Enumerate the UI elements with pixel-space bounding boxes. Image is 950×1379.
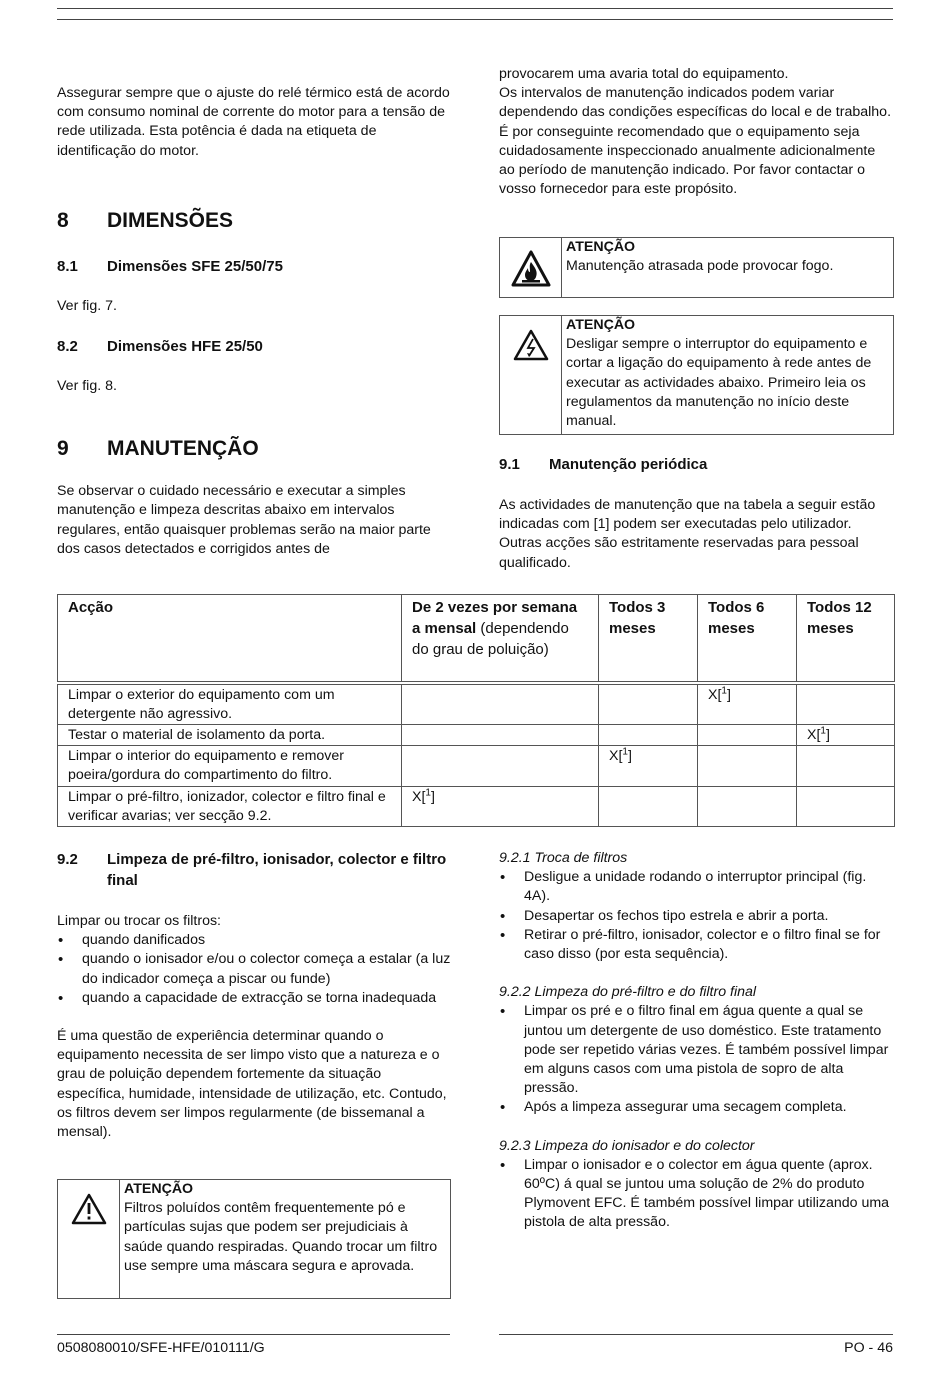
action-cell: Limpar o pré-filtro, ionizador, colector e filtro final e verificar avarias; ver secção 9.2.: [58, 786, 402, 826]
list-item: • quando danificados: [57, 931, 452, 950]
list-item: • Desligue a unidade rodando o interruptor principal (fig. 4A).: [499, 868, 893, 906]
user-task-mark: X[: [412, 788, 426, 805]
interval-cell: [797, 746, 895, 786]
mark-footnote: 1: [721, 684, 727, 696]
column-header-3-months: Todos 3 meses: [599, 595, 698, 683]
section-number: 9: [57, 437, 69, 461]
interval-cell: [698, 683, 797, 725]
interval-cell: [797, 786, 895, 826]
section-9-2-2-heading: 9.2.2 Limpeza do pré-filtro e do filtro final: [499, 984, 757, 1001]
section-8-1-heading: [57, 256, 452, 277]
document-id: 0508080010/SFE-HFE/010111/G: [57, 1340, 265, 1356]
interval-cell: [698, 786, 797, 826]
section-9-text: Se observar o cuidado necessário e executar a simples manutenção e limpeza descritas abaixo em intervalos regulares, então quaisquer problemas serão na maior parte dos casos detectados e corrigidos antes de: [57, 483, 431, 557]
section-9-2-heading: [57, 849, 452, 891]
mark-end: ]: [627, 748, 632, 765]
warning-text: Filtros poluídos contêm frequentemente pó e partículas sujas que podem ser prejudiciais à saúde quando respiradas. Quando trocar um filtro use sempre uma máscara segura e aprovada.: [124, 1200, 438, 1274]
interval-cell: [402, 683, 599, 725]
user-task-mark: X[: [609, 748, 623, 765]
electric-hazard-icon: [500, 316, 562, 434]
left-column: [57, 84, 452, 559]
mark-end: ]: [825, 726, 830, 743]
section-title: Dimensões HFE 25/50: [107, 338, 263, 356]
footer-rule-left: [57, 1334, 450, 1335]
user-task-mark: X[: [708, 686, 722, 703]
section-8-heading: [57, 208, 452, 234]
interval-cell: [402, 746, 599, 786]
interval-cell: [698, 724, 797, 745]
column-header-weekly: [402, 595, 599, 683]
section-9-2-3-heading: 9.2.3 Limpeza do ionisador e do colector: [499, 1137, 755, 1154]
fire-hazard-icon: [500, 238, 562, 297]
interval-cell: [599, 724, 698, 745]
interval-cell: [599, 746, 698, 786]
mark-end: ]: [430, 788, 435, 805]
interval-cell: [402, 786, 599, 826]
header-subtext: (dependendo do grau de poluição): [412, 620, 569, 658]
warning-box-filters: [57, 1179, 451, 1299]
interval-cell: [797, 683, 895, 725]
continued-text: provocarem uma avaria total do equipamento.: [499, 66, 789, 82]
relay-note: Assegurar sempre que o ajuste do relé térmico está de acordo com consumo nominal de corrente do motor para a tensão de rede utilizada. Esta potência é dada na etiqueta de identificação do motor.: [57, 85, 450, 159]
mark-end: ]: [726, 686, 731, 703]
experience-note: É uma questão de experiência determinar quando o equipamento necessita de ser limpo visto que a natureza e o grau de poluição dependem fortemente da situação específica, humidade, intensidade de utilização, etc. Contudo, os filtros devem ser limpos regularmente (de bissemanal a mensal).: [57, 1028, 447, 1141]
mark-footnote: 1: [820, 725, 826, 737]
section-9-2: [57, 849, 452, 1142]
right-column: [499, 65, 893, 199]
section-9-1-text: As actividades de manutenção que na tabela a seguir estão indicadas com [1] podem ser executadas pelo utilizador. Outras acções são estritamente reservadas para pessoal qualificado.: [499, 497, 876, 571]
section-9-1-heading: [499, 454, 893, 475]
warning-text: Manutenção atrasada pode provocar fogo.: [566, 258, 834, 275]
section-title: Dimensões SFE 25/50/75: [107, 257, 283, 275]
filter-conditions-list: [57, 931, 452, 1008]
prefilter-cleaning-list: [499, 1002, 893, 1117]
list-item: • Após a limpeza assegurar uma secagem completa.: [499, 1098, 893, 1117]
maintenance-interval-note: Os intervalos de manutenção indicados podem variar dependendo das condições específicas do local e de trabalho. É por conseguinte recomendado que o equipamento seja cuidadosamente inspeccionado anualmente adicionalmente ao período de manutenção indicado. Por favor contactar o vosso fornecedor para este propósito.: [499, 85, 892, 198]
mark-footnote: 1: [622, 746, 628, 758]
section-number: 8: [57, 208, 69, 232]
header-rule-top: [57, 8, 893, 9]
warning-triangle-icon: [58, 1180, 120, 1298]
list-item: • Desapertar os fechos tipo estrela e abrir a porta.: [499, 907, 893, 926]
page-number: PO - 46: [844, 1340, 893, 1356]
warning-title: ATENÇÃO: [124, 1181, 194, 1197]
interval-cell: [698, 746, 797, 786]
header-rule-bottom: [57, 19, 893, 20]
footer-rule-right: [499, 1334, 893, 1335]
warning-box-fire: [499, 237, 894, 298]
section-9-1: [499, 454, 893, 573]
interval-cell: [797, 724, 895, 745]
list-item: • Retirar o pré-filtro, ionisador, colector e o filtro final se for caso disso (por esta sequência).: [499, 926, 893, 964]
column-header-12-months: Todos 12 meses: [797, 595, 895, 683]
section-9-2-1-heading: 9.2.1 Troca de filtros: [499, 850, 628, 866]
section-9-heading: [57, 436, 452, 462]
list-item: • quando a capacidade de extracção se torna inadequada: [57, 989, 452, 1008]
warning-title: ATENÇÃO: [566, 317, 636, 333]
interval-cell: [599, 683, 698, 725]
header-text: De 2 vezes por semana a mensal: [412, 599, 578, 637]
table-row: [58, 746, 895, 786]
warning-text: Desligar sempre o interruptor do equipamento e cortar a ligação do equipamento à rede antes de executar as actividades abaixo. Primeiro leia os regulamentos da manutenção no início deste manual.: [566, 336, 872, 430]
table-header-row: [58, 595, 895, 683]
action-cell: Limpar o exterior do equipamento com um detergente não agressivo.: [58, 683, 402, 725]
section-8-1-text: Ver fig. 7.: [57, 297, 117, 314]
interval-cell: [402, 724, 599, 745]
list-item: • quando o ionisador e/ou o colector começa a estalar (a luz do indicador começa a piscar ou funde): [57, 950, 452, 988]
filter-change-list: [499, 868, 893, 964]
list-item: • Limpar os pré e o filtro final em água quente a qual se juntou um detergente de uso doméstico. Este tratamento pode ser repetido várias vezes. É também possível limpar em alguns casos com uma pistola de sopro de alta pressão.: [499, 1002, 893, 1098]
section-title: Manutenção periódica: [549, 456, 708, 473]
section-number: 9.1: [499, 456, 520, 473]
action-cell: Testar o material de isolamento da porta.: [58, 724, 402, 745]
user-task-mark: X[: [807, 726, 821, 743]
filter-procedures: [499, 849, 893, 1233]
action-cell: Limpar o interior do equipamento e remover poeira/gordura do compartimento do filtro.: [58, 746, 402, 786]
column-header-6-months: Todos 6 meses: [698, 595, 797, 683]
column-header-action: Acção: [58, 595, 402, 683]
table-row: [58, 683, 895, 725]
mark-footnote: 1: [425, 786, 431, 798]
section-8-2-text: Ver fig. 8.: [57, 378, 117, 395]
maintenance-table: [57, 594, 895, 827]
section-number: 9.2: [57, 851, 78, 868]
ionizer-cleaning-list: [499, 1156, 893, 1233]
section-title: Limpeza de pré-filtro, ionisador, colector e filtro final: [107, 851, 447, 889]
section-title: MANUTENÇÃO: [107, 437, 259, 461]
section-8-2-heading: [57, 336, 452, 357]
interval-cell: [599, 786, 698, 826]
table-row: [58, 786, 895, 826]
warning-title: ATENÇÃO: [566, 239, 636, 255]
section-title: DIMENSÕES: [107, 208, 234, 232]
section-number: 8.1: [57, 257, 78, 275]
filter-intro: Limpar ou trocar os filtros:: [57, 913, 222, 929]
list-item: • Limpar o ionisador e o colector em água quente (aprox. 60ºC) á qual se juntou uma solução de 2% do produto Plymovent EFC. É também possível limpar utilizando uma pistola de alta pressão.: [499, 1156, 893, 1233]
table-row: [58, 724, 895, 745]
warning-box-electric: [499, 315, 894, 435]
section-number: 8.2: [57, 338, 78, 356]
